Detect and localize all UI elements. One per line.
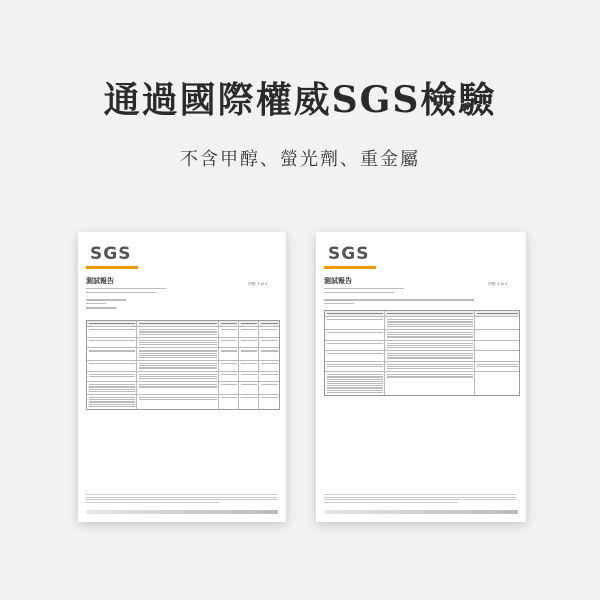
sgs-report-page-left <box>78 232 286 522</box>
report-footer-text <box>324 494 516 504</box>
sgs-logo: SGS <box>90 244 132 264</box>
sgs-logo: SGS <box>328 244 370 264</box>
report-title: 測試報告 <box>86 277 114 285</box>
report-page-number: 頁數: 3 of 5 <box>248 282 268 286</box>
report-results-table <box>324 310 520 396</box>
report-footer-bar <box>86 510 278 514</box>
report-results-table <box>86 320 280 410</box>
report-footer-text <box>86 494 278 504</box>
report-header-lines <box>86 288 166 311</box>
report-page-number: 頁數: 4 of 5 <box>488 282 508 286</box>
report-footer-bar <box>324 510 518 514</box>
logo-underline <box>324 266 376 269</box>
page-subtitle: 不含甲醇、螢光劑、重金屬 <box>180 149 420 170</box>
sgs-report-page-right <box>316 232 526 522</box>
page-title: 通過國際權威SGS檢驗 <box>103 79 497 121</box>
report-title: 測試報告 <box>324 277 352 285</box>
report-header-lines <box>324 288 474 307</box>
logo-underline <box>86 266 138 269</box>
